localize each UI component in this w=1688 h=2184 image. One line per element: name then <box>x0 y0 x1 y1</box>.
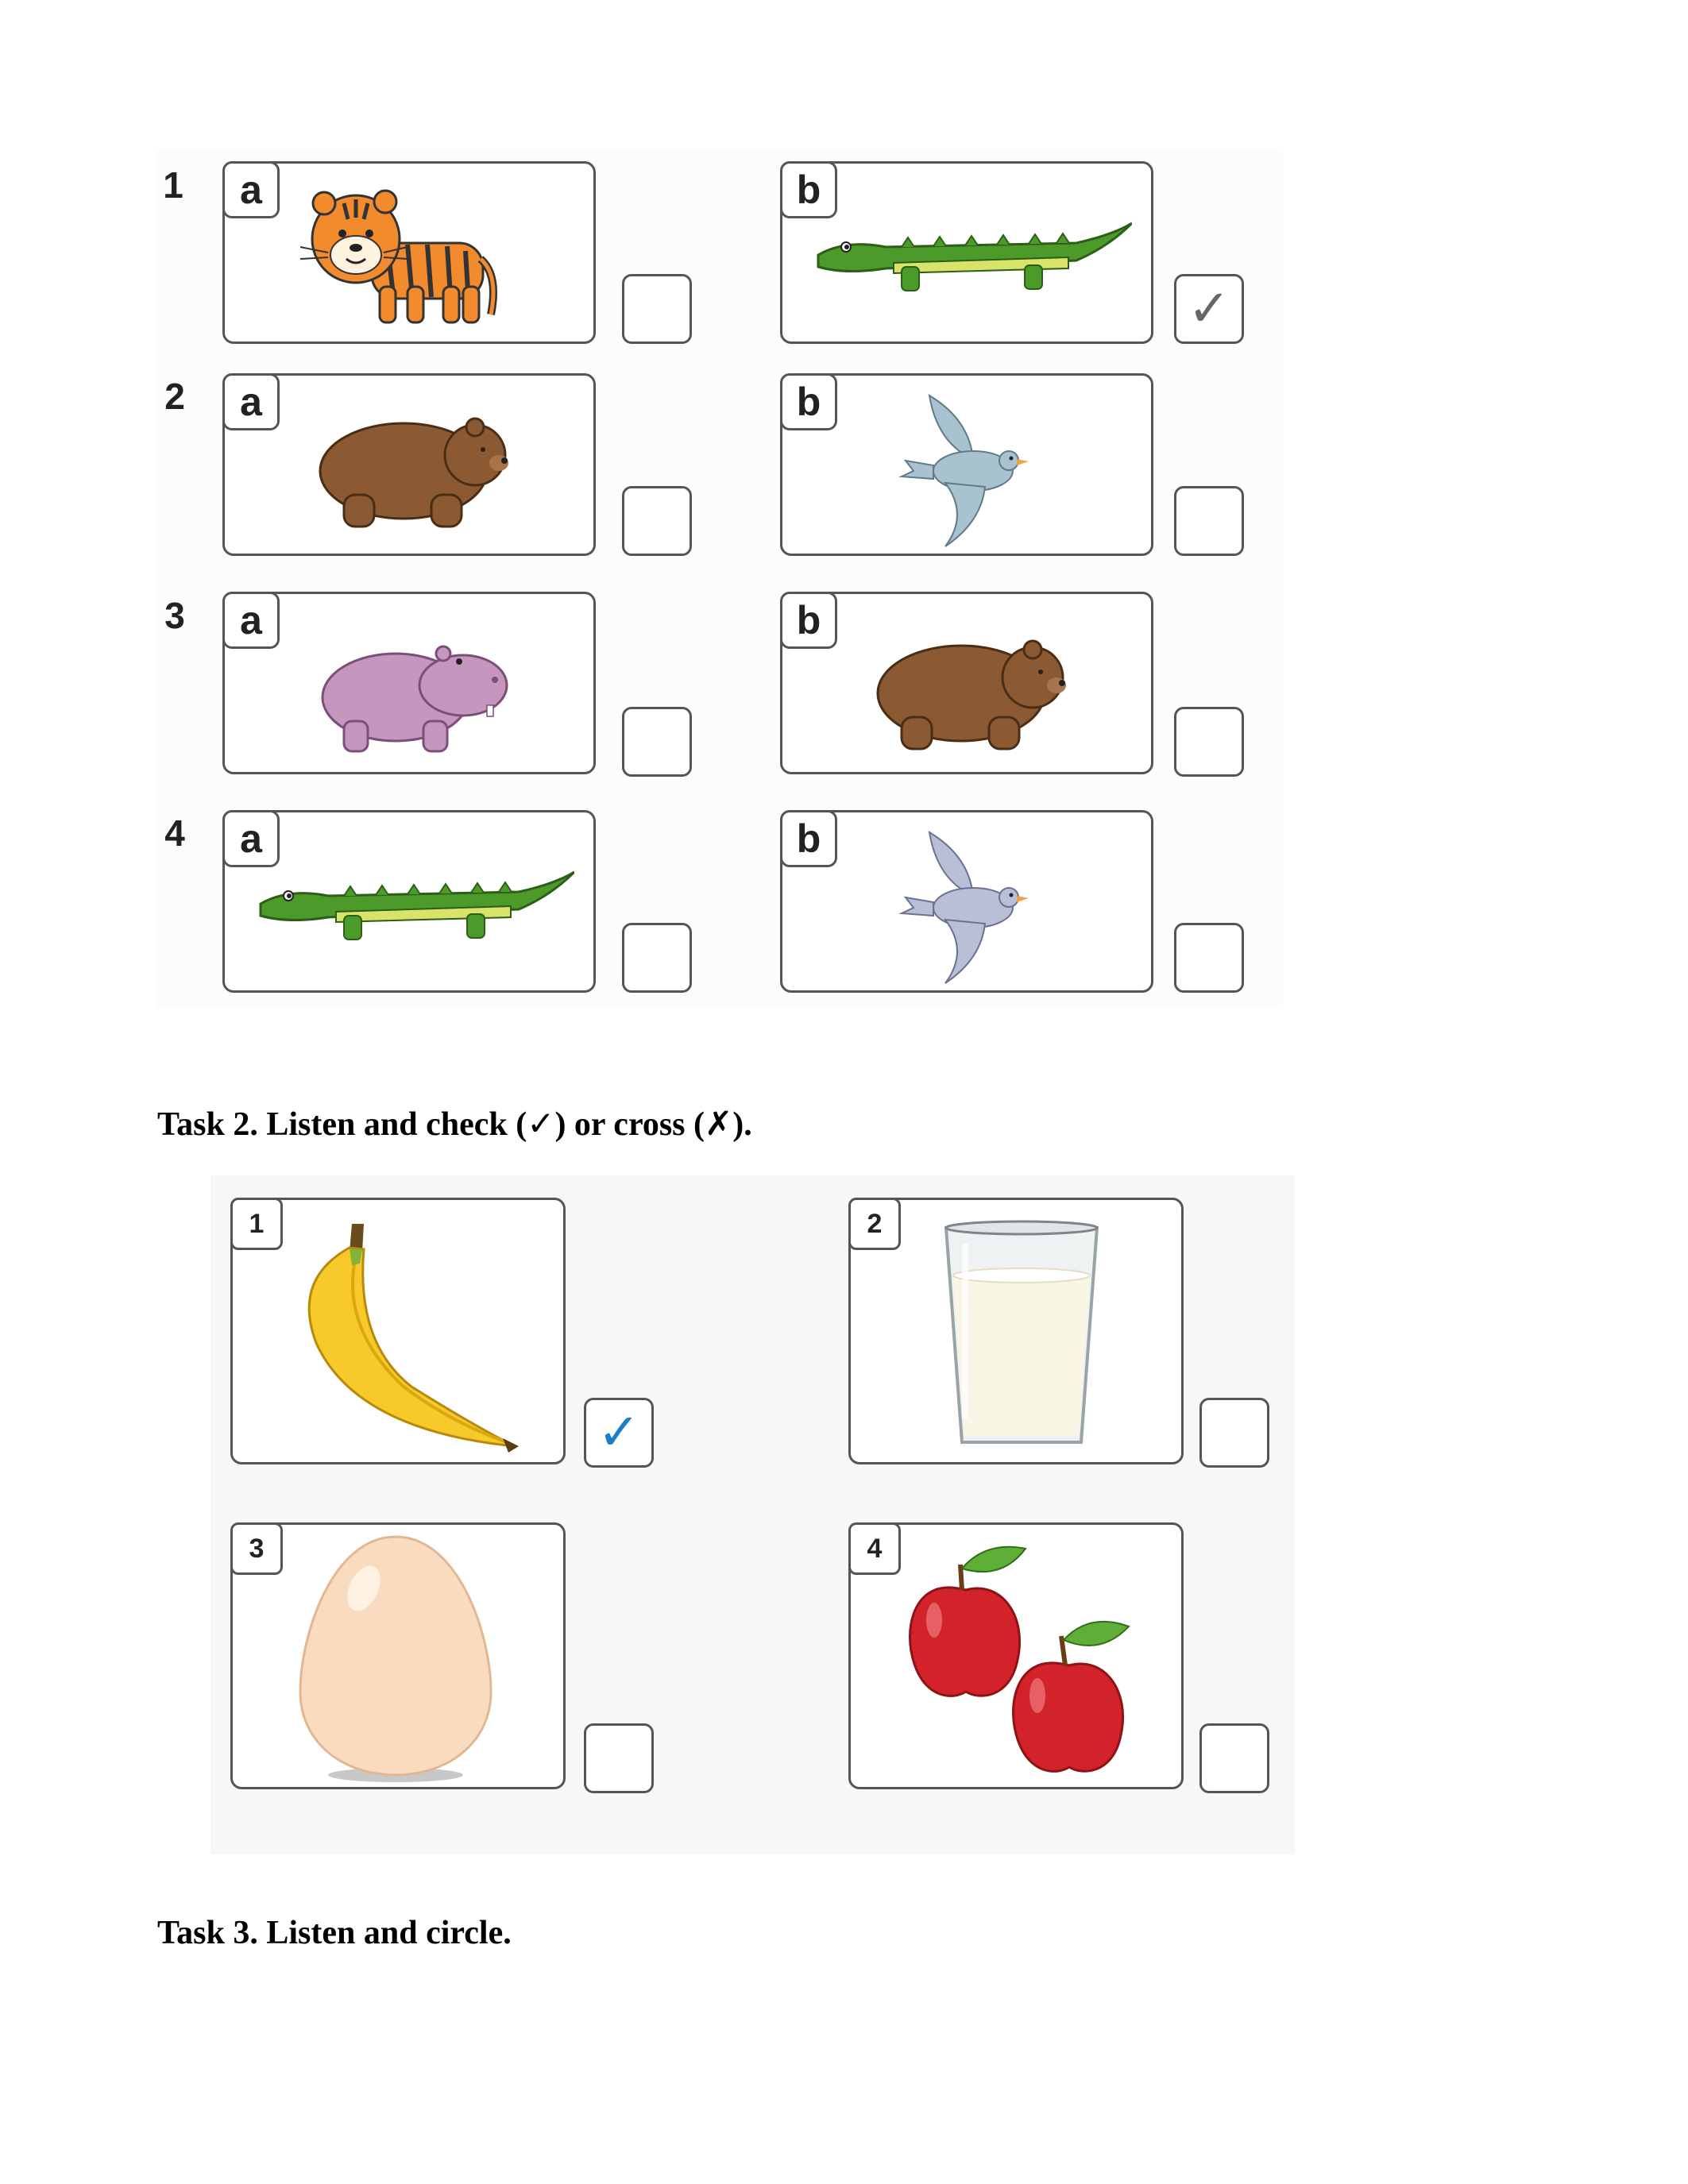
checkbox-1b[interactable]: ✓ <box>1174 274 1244 344</box>
item-number: 4 <box>848 1522 901 1575</box>
option-card-2b[interactable] <box>780 373 1153 556</box>
option-card-4b[interactable] <box>780 810 1153 993</box>
option-letter: a <box>222 161 280 218</box>
bear-picture <box>870 626 1068 753</box>
option-card-1b[interactable] <box>780 161 1153 344</box>
item-card-2[interactable] <box>848 1198 1184 1464</box>
task2-heading-suffix: ). <box>732 1106 752 1143</box>
option-letter: b <box>780 810 837 867</box>
option-card-3b[interactable] <box>780 592 1153 774</box>
item-card-3[interactable] <box>230 1522 566 1789</box>
question-number: 2 <box>164 376 185 417</box>
apples-picture <box>898 1533 1153 1783</box>
check-mark-icon: ✓ <box>527 1104 555 1143</box>
checkbox-1a[interactable] <box>622 274 692 344</box>
option-card-2a[interactable] <box>222 373 596 556</box>
cross-mark-icon: ✗ <box>705 1104 733 1143</box>
task2-heading-mid: ) or cross ( <box>554 1106 705 1143</box>
checkbox-3b[interactable] <box>1174 707 1244 777</box>
bird-picture <box>898 824 1033 987</box>
bear-picture <box>312 403 511 531</box>
checkbox-item-4[interactable] <box>1199 1723 1269 1793</box>
task2-heading <box>157 1104 752 1144</box>
option-card-4a[interactable] <box>222 810 596 993</box>
question-number: 1 <box>163 164 183 206</box>
bird-picture <box>898 388 1033 550</box>
checkbox-3a[interactable] <box>622 707 692 777</box>
tiger-picture <box>296 179 503 330</box>
option-letter: a <box>222 592 280 649</box>
item-number: 1 <box>230 1198 283 1250</box>
option-card-3a[interactable] <box>222 592 596 774</box>
checkbox-2b[interactable] <box>1174 486 1244 556</box>
checkbox-2a[interactable] <box>622 486 692 556</box>
hippo-picture <box>316 626 515 753</box>
option-letter: b <box>780 592 837 649</box>
question-number: 3 <box>164 595 185 636</box>
option-letter: a <box>222 373 280 430</box>
option-card-1a[interactable] <box>222 161 596 344</box>
checkbox-4b[interactable] <box>1174 923 1244 993</box>
checkbox-item-1[interactable]: ✓ <box>584 1398 654 1468</box>
checkbox-4a[interactable] <box>622 923 692 993</box>
crocodile-picture <box>814 211 1132 299</box>
egg-picture <box>296 1533 495 1787</box>
item-card-1[interactable] <box>230 1198 566 1464</box>
item-card-4[interactable] <box>848 1522 1184 1789</box>
checkbox-item-2[interactable] <box>1199 1398 1269 1468</box>
option-letter: b <box>780 161 837 218</box>
crocodile-picture <box>257 860 574 947</box>
item-number: 2 <box>848 1198 901 1250</box>
checkbox-item-3[interactable] <box>584 1723 654 1793</box>
question-number: 4 <box>164 812 185 854</box>
banana-picture <box>276 1208 523 1458</box>
option-letter: a <box>222 810 280 867</box>
option-letter: b <box>780 373 837 430</box>
item-number: 3 <box>230 1522 283 1575</box>
task2-heading-prefix: Task 2. Listen and check ( <box>157 1106 527 1143</box>
task3-heading: Task 3. Listen and circle. <box>157 1915 512 1951</box>
glass-of-milk-picture <box>942 1220 1101 1450</box>
